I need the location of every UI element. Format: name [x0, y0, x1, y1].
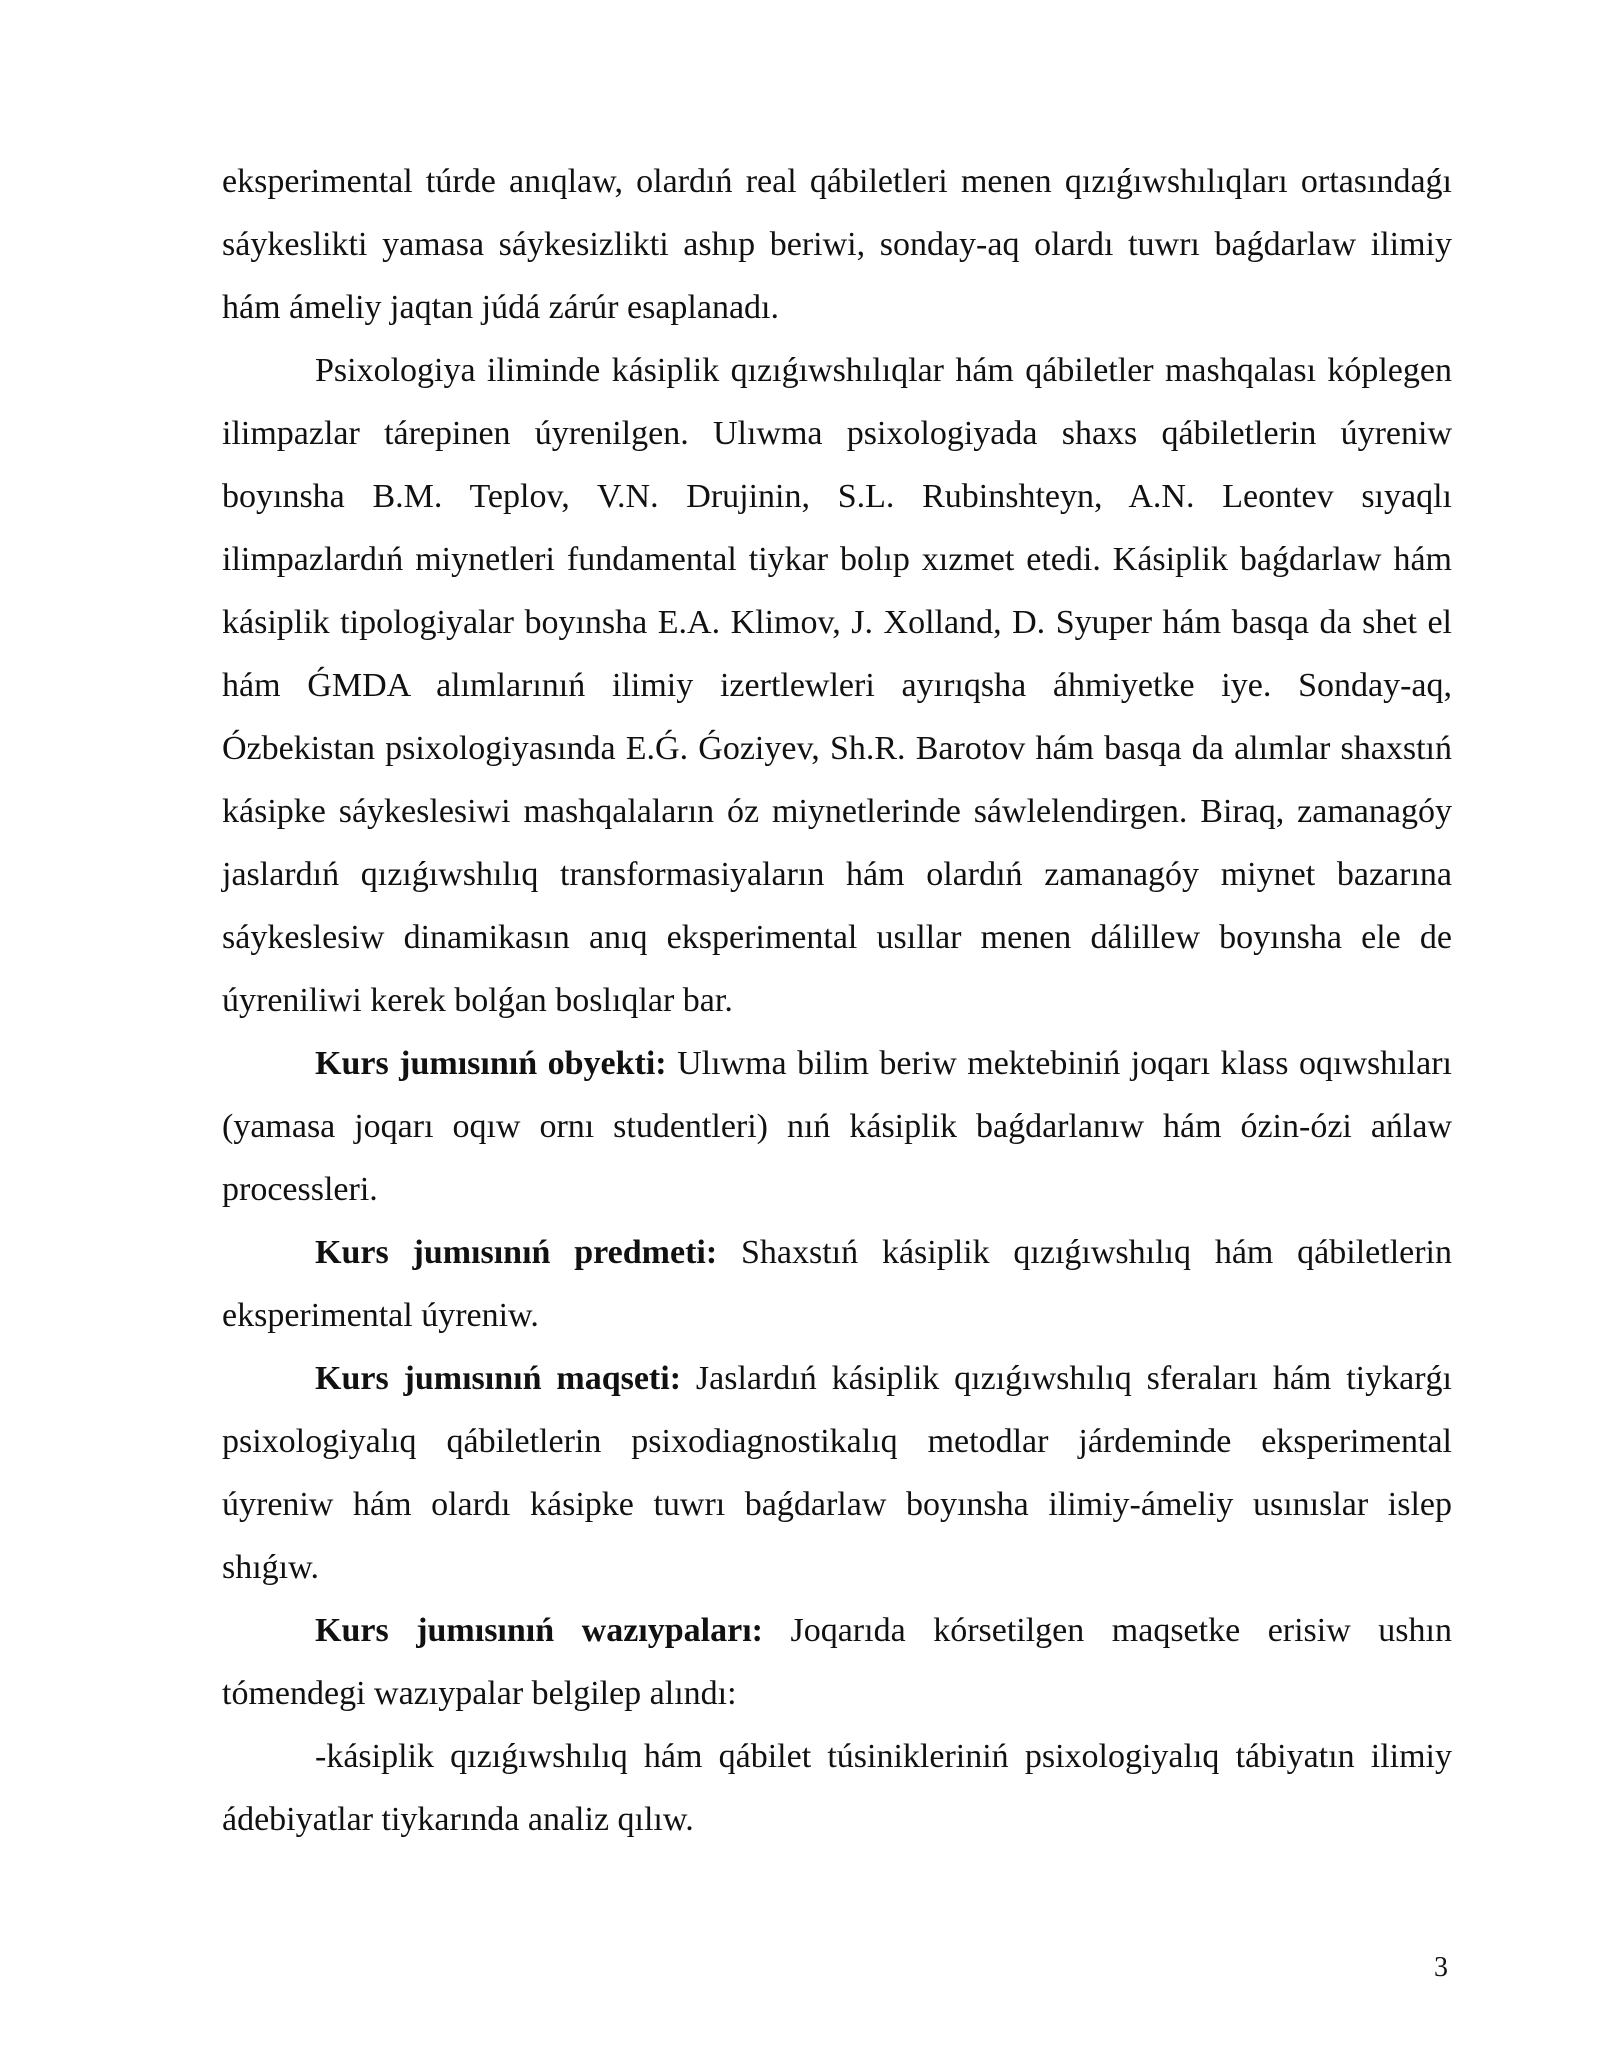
paragraph-continuation [222, 150, 1452, 339]
paragraph-text: Shaxstıń kásiplik qızıǵıwshılıq hám qábiletlerin eksperimental úyreniw. [222, 1234, 1453, 1334]
paragraph-research-object [222, 1032, 1452, 1221]
paragraph-text: Jaslardıń kásiplik qızıǵıwshılıq sferaları hám tiykarǵı psixologiyalıq qábiletlerin psixodiagnostikalıq metodlar járdeminde eksperimental úyreniw hám olardı kásipke tuwrı baǵdarlaw boyınsha ilimiy-ámeliy usınıslar islep shıǵıw. [222, 1360, 1452, 1586]
paragraph-literature-review [222, 339, 1452, 1032]
body-text [222, 150, 1452, 1851]
paragraph-research-tasks [222, 1599, 1452, 1725]
paragraph-label: Kurs jumısınıń maqseti: [315, 1360, 682, 1397]
paragraph-research-subject [222, 1221, 1452, 1347]
paragraph-label: Kurs jumısınıń wazıypaları: [315, 1612, 763, 1649]
page-number: 3 [1434, 1952, 1448, 1983]
paragraph-text: -kásiplik qızıǵıwshılıq hám qábilet túsinikleriniń psixologiyalıq tábiyatın ilimiy ádebiyatlar tiykarında analiz qılıw. [222, 1738, 1452, 1838]
paragraph-research-goal [222, 1347, 1452, 1599]
paragraph-text: Ulıwma bilim beriw mektebiniń joqarı klass oqıwshıları (yamasa joqarı oqıw ornı studentleri) nıń kásiplik baǵdarlanıw hám ózin-ózi ańlaw processleri. [222, 1045, 1452, 1208]
paragraph-label: Kurs jumısınıń obyekti: [315, 1045, 667, 1082]
paragraph-text: Joqarıda kórsetilgen maqsetke erisiw ushın tómendegi wazıypalar belgilep alındı: [222, 1612, 1452, 1712]
paragraph-task-item [222, 1725, 1452, 1851]
paragraph-label: Kurs jumısınıń predmeti: [315, 1234, 718, 1271]
paragraph-text: eksperimental túrde anıqlaw, olardıń real qábiletleri menen qızıǵıwshılıqları ortasındaǵı sáykeslikti yamasa sáykesizlikti ashıp beriwi, sonday-aq olardı tuwrı baǵdarlaw ilimiy hám ámeliy jaqtan júdá zárúr esaplanadı. [222, 163, 1452, 326]
paragraph-text: Psixologiya iliminde kásiplik qızıǵıwshılıqlar hám qábiletler mashqalası kóplegen ilimpazlar tárepinen úyrenilgen. Ulıwma psixologiyada shaxs qábiletlerin úyreniw boyınsha B.M. Teplov, V.N. Drujinin, S.L. Rubinshteyn, A.N. Leontev sıyaqlı ilimpazlardıń miynetleri fundamental tiykar bolıp xızmet etedi. Kásiplik baǵdarlaw hám kásiplik tipologiyalar boyınsha E.A. Klimov, J. Xolland, D. Syuper hám basqa da shet el hám ǴMDA alımlarınıń ilimiy izertlewleri ayırıqsha áhmiyetke iye. Sonday-aq, Ózbekistan psixologiyasında E.Ǵ. Ǵoziyev, Sh.R. Barotov hám basqa da alımlar shaxstıń kásipke sáykeslesiwi mashqalaların óz miynetlerinde sáwlelendirgen. Biraq, zamanagóy jaslardıń qızıǵıwshılıq transformasiyaların hám olardıń zamanagóy miynet bazarına sáykeslesiw dinamikasın anıq eksperimental usıllar menen dálillew boyınsha ele de úyreniliwi kerek bolǵan boslıqlar bar. [222, 352, 1452, 1019]
